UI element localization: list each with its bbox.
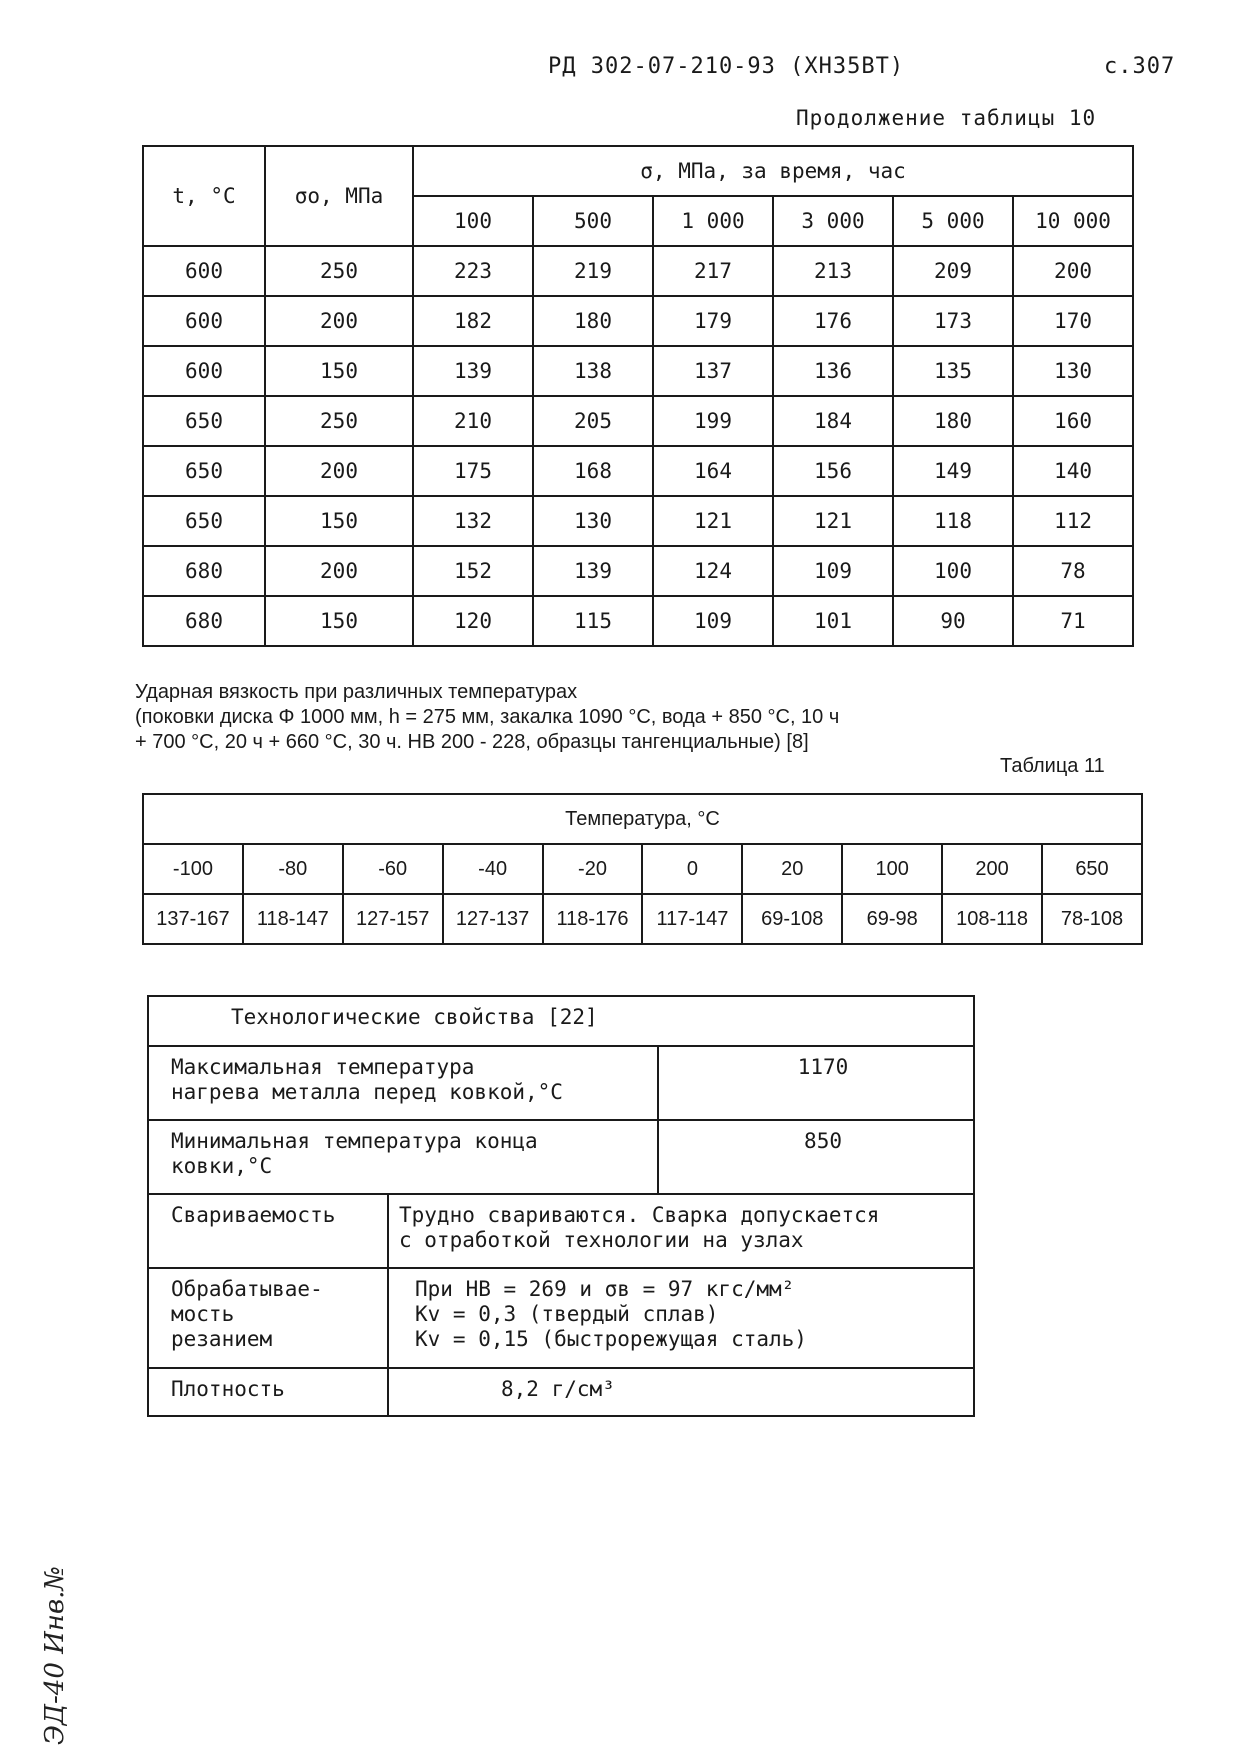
toughness-cell: 117-147 (642, 894, 742, 944)
max-forging-temperature-value: 1170 (658, 1046, 974, 1120)
document-code: РД 302-07-210-93 (ХН35ВТ) (548, 54, 905, 79)
table-cell: 130 (533, 496, 653, 546)
table-cell: 205 (533, 396, 653, 446)
table-cell: 150 (265, 496, 413, 546)
temperature-cell: 200 (942, 844, 1042, 894)
max-forging-temperature-label (148, 1046, 658, 1120)
temperature-cell: 0 (642, 844, 742, 894)
table-cell: 200 (265, 296, 413, 346)
table-cell: 680 (143, 546, 265, 596)
table-cell: 100 (893, 546, 1013, 596)
table-11-title-line: Ударная вязкость при различных температурах (135, 681, 578, 703)
table-11-caption: Таблица 11 (1000, 755, 1105, 777)
label-line: Минимальная температура конца (171, 1129, 538, 1153)
toughness-cell: 69-108 (742, 894, 842, 944)
table-cell: 137 (653, 346, 773, 396)
machinability-row (148, 1268, 974, 1368)
table-row (143, 446, 1133, 496)
column-header-time: 3 000 (773, 196, 893, 246)
table-cell: 600 (143, 346, 265, 396)
table-cell: 121 (773, 496, 893, 546)
table-cell: 180 (533, 296, 653, 346)
table-cell: 600 (143, 246, 265, 296)
table-cell: 164 (653, 446, 773, 496)
table-cell: 176 (773, 296, 893, 346)
table-cell: 213 (773, 246, 893, 296)
table-cell: 173 (893, 296, 1013, 346)
table-cell: 136 (773, 346, 893, 396)
table-cell: 112 (1013, 496, 1133, 546)
table-cell: 135 (893, 346, 1013, 396)
temperature-cell: 100 (842, 844, 942, 894)
table-cell: 199 (653, 396, 773, 446)
table-cell: 650 (143, 446, 265, 496)
technological-properties-table (147, 995, 975, 1417)
table-cell: 149 (893, 446, 1013, 496)
label-line: Обрабатывае- (171, 1277, 323, 1301)
temperature-cell: -20 (543, 844, 643, 894)
table-cell: 115 (533, 596, 653, 646)
table-cell: 124 (653, 546, 773, 596)
toughness-cell: 69-98 (842, 894, 942, 944)
table-row (143, 396, 1133, 446)
column-header-time: 100 (413, 196, 533, 246)
toughness-cell: 127-137 (443, 894, 543, 944)
table-cell: 182 (413, 296, 533, 346)
table-cell: 200 (265, 446, 413, 496)
table-cell: 121 (653, 496, 773, 546)
table-cell: 179 (653, 296, 773, 346)
table-cell: 180 (893, 396, 1013, 446)
table-cell: 156 (773, 446, 893, 496)
table-cell: 170 (1013, 296, 1133, 346)
table-cell: 139 (413, 346, 533, 396)
min-forging-temperature-value: 850 (658, 1120, 974, 1194)
table-10-caption: Продолжение таблицы 10 (796, 106, 1097, 130)
toughness-cell: 118-176 (543, 894, 643, 944)
label-line: резанием (171, 1327, 273, 1351)
table-cell: 130 (1013, 346, 1133, 396)
table-cell: 168 (533, 446, 653, 496)
density-label: Плотность (148, 1368, 388, 1416)
table-11-header: Температура, °С (143, 794, 1142, 844)
label-line: Максимальная температура (171, 1055, 475, 1079)
table-row (143, 296, 1133, 346)
table-cell: 150 (265, 596, 413, 646)
temperature-cell: -80 (243, 844, 343, 894)
table-cell: 175 (413, 446, 533, 496)
column-header-temperature: t, °C (143, 146, 265, 246)
table-cell: 78 (1013, 546, 1133, 596)
column-header-time: 10 000 (1013, 196, 1133, 246)
table-cell: 90 (893, 596, 1013, 646)
table-cell: 200 (265, 546, 413, 596)
table-row (143, 546, 1133, 596)
table-cell: 140 (1013, 446, 1133, 496)
column-header-time: 1 000 (653, 196, 773, 246)
max-forging-temperature-row (148, 1046, 974, 1120)
machinability-value (388, 1268, 974, 1368)
table-cell: 139 (533, 546, 653, 596)
table-row (143, 496, 1133, 546)
table-cell: 210 (413, 396, 533, 446)
temperature-cell: 20 (742, 844, 842, 894)
temperature-cell: -100 (143, 844, 243, 894)
table-cell: 600 (143, 296, 265, 346)
table-row (143, 346, 1133, 396)
label-line: мость (171, 1302, 235, 1326)
toughness-row (143, 894, 1142, 944)
table-cell: 150 (265, 346, 413, 396)
table-11 (142, 793, 1143, 945)
table-cell: 650 (143, 396, 265, 446)
table-cell: 132 (413, 496, 533, 546)
column-header-time: 5 000 (893, 196, 1013, 246)
label-line: нагрева металла перед ковкой,°С (171, 1080, 563, 1104)
value-line: Трудно свариваются. Сварка допускается (399, 1203, 880, 1227)
table-cell: 71 (1013, 596, 1133, 646)
page-number: с.307 (1104, 54, 1176, 79)
table-11-title (135, 680, 1135, 755)
toughness-cell: 78-108 (1042, 894, 1142, 944)
value-line: При НВ = 269 и σв = 97 кгс/мм² (415, 1277, 795, 1301)
temperature-cell: 650 (1042, 844, 1142, 894)
temperature-cell: -60 (343, 844, 443, 894)
table-cell: 200 (1013, 246, 1133, 296)
toughness-cell: 137-167 (143, 894, 243, 944)
value-line: Kv = 0,15 (быстрорежущая сталь) (415, 1327, 807, 1351)
table-cell: 650 (143, 496, 265, 546)
table-row (143, 596, 1133, 646)
table-cell: 101 (773, 596, 893, 646)
temperature-cell: -40 (443, 844, 543, 894)
table-row (143, 246, 1133, 296)
table-11-title-line: (поковки диска Φ 1000 мм, h = 275 мм, закалка 1090 °С, вода + 850 °С, 10 ч (135, 706, 840, 728)
table-cell: 109 (773, 546, 893, 596)
table-cell: 209 (893, 246, 1013, 296)
table-cell: 250 (265, 396, 413, 446)
margin-handwritten-note: ЭД-40 Инв.№ (40, 1566, 70, 1745)
table-cell: 184 (773, 396, 893, 446)
table-cell: 109 (653, 596, 773, 646)
density-row (148, 1368, 974, 1416)
value-line: с отработкой технологии на узлах (399, 1228, 804, 1252)
table-cell: 217 (653, 246, 773, 296)
table-cell: 219 (533, 246, 653, 296)
column-group-header-stress-by-time: σ, МПа, за время, час (413, 146, 1133, 196)
weldability-row (148, 1194, 974, 1268)
column-header-initial-stress: σо, МПа (265, 146, 413, 246)
weldability-label: Свариваемость (148, 1194, 388, 1268)
column-header-time: 500 (533, 196, 653, 246)
table-cell: 138 (533, 346, 653, 396)
table-cell: 160 (1013, 396, 1133, 446)
value-line: Kv = 0,3 (твердый сплав) (415, 1302, 719, 1326)
min-forging-temperature-row (148, 1120, 974, 1194)
toughness-cell: 108-118 (942, 894, 1042, 944)
table-cell: 250 (265, 246, 413, 296)
technological-properties-title: Технологические свойства [22] (148, 996, 974, 1046)
table-cell: 120 (413, 596, 533, 646)
label-line: ковки,°С (171, 1154, 273, 1178)
table-cell: 118 (893, 496, 1013, 546)
toughness-cell: 118-147 (243, 894, 343, 944)
table-11-title-line: + 700 °С, 20 ч + 660 °С, 30 ч. НВ 200 - 228, образцы тангенциальные) [8] (135, 731, 809, 753)
table-cell: 223 (413, 246, 533, 296)
toughness-cell: 127-157 (343, 894, 443, 944)
machinability-label (148, 1268, 388, 1368)
weldability-value (388, 1194, 974, 1268)
temperature-row (143, 844, 1142, 894)
table-10 (142, 145, 1134, 647)
table-cell: 152 (413, 546, 533, 596)
density-value: 8,2 г/см³ (388, 1368, 974, 1416)
table-cell: 680 (143, 596, 265, 646)
min-forging-temperature-label (148, 1120, 658, 1194)
